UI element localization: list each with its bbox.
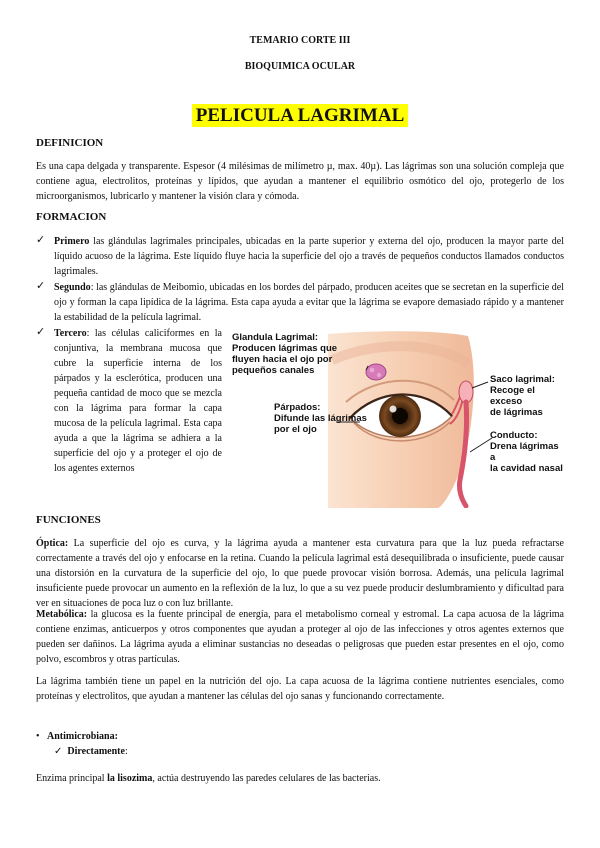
label-glandula-line: Glandula Lagrimal: — [232, 332, 319, 343]
enzima-post: , actúa destruyendo las paredes celulares de las bacterias. — [152, 773, 381, 784]
enzima-paragraph — [36, 771, 564, 786]
metabolica-term: Metabólica: — [36, 609, 88, 620]
label-glandula-line: fluyen hacia el ojo por — [232, 354, 333, 365]
check-icon: ✓ — [36, 234, 46, 246]
enzima-pre: Enzima principal — [36, 773, 108, 784]
label-parpados — [274, 402, 384, 435]
label-glandula — [232, 332, 362, 376]
directamente-colon: : — [124, 746, 128, 757]
formacion-item-term: Segundo — [54, 282, 91, 293]
label-saco — [490, 374, 566, 418]
formacion-item-tercero — [54, 326, 222, 476]
lacrimal-figure — [228, 330, 564, 508]
label-conducto — [490, 430, 566, 474]
label-parpados-line: Párpados: — [274, 402, 321, 413]
label-parpados-line: Difunde las lágrimas — [274, 413, 367, 424]
check-icon: ✓ — [36, 326, 46, 338]
metabolica-paragraph — [36, 607, 564, 667]
label-conducto-line: Conducto: — [490, 430, 538, 441]
funciones-heading: FUNCIONES — [36, 514, 101, 526]
formacion-item-text: las glándulas lagrimales principales, ubicadas en la parte superior y externa del ojo, producen la mayor parte del líquido acuoso de la lágrima. Este líquido fluye hacia la superficie del ojo a través de pequeños conductos llamados conductos lagrimales. — [54, 236, 564, 277]
label-glandula-line: pequeños canales — [232, 365, 315, 376]
directamente-label: Directamente — [67, 746, 125, 757]
optica-term: Óptica: — [36, 538, 69, 549]
formacion-heading: FORMACION — [36, 211, 107, 223]
header-line-1: TEMARIO CORTE III — [249, 35, 351, 46]
definicion-text: Es una capa delgada y transparente. Espesor (4 milésimas de milímetro µ, max. 40µ). Las lágrimas son una solución compleja que contiene agua, electrolitos, proteínas y lípidos, que ayudan a mantener el equilibrio osmótico del ojo, protegerlo de los microorganismos, lubricarlo y mantener la visión clara y cómoda. — [36, 161, 564, 202]
label-saco-line: Saco lagrimal: — [490, 374, 555, 385]
header-line-2: BIOQUIMICA OCULAR — [244, 61, 356, 72]
definicion-heading: DEFINICION — [36, 137, 104, 149]
bullet-dot-icon: • — [36, 731, 40, 742]
formacion-item-text: : las glándulas de Meibomio, ubicadas en los bordes del párpado, producen aceites que se secretan en la superficie del ojo y forman la capa lipídica de la lágrima. Esta capa ayuda a evitar que la lágrima se evapore demasiado rápido y a mantener la estabilidad de la película lagrimal. — [54, 282, 564, 323]
optica-paragraph — [36, 536, 564, 611]
label-conducto-line: la cavidad nasal — [490, 463, 563, 474]
optica-text: La superficie del ojo es curva, y la lágrima ayuda a mantener esta curvatura para que la luz pueda refractarse correctamente a través del ojo y enfocarse en la retina. Cuando la película lagrimal está desequilibrada o insuficiente, puede causar una distorsión en la curvatura de la superficie del ojo, lo que puede provocar visión borrosa. Además, una película lagrimal insuficiente puede provocar un aumento en la reflexión de la luz, lo que a su vez puede producir deslumbramiento y dificultad para ver en situaciones de poca luz o con luz brillante. — [36, 538, 564, 609]
directamente-item — [54, 744, 128, 759]
antimicrobiana-label: Antimicrobiana: — [47, 731, 118, 742]
title-wrap — [0, 104, 600, 127]
formacion-item-term: Tercero — [54, 328, 87, 339]
label-glandula-line: Producen lágrimas que — [232, 343, 338, 354]
label-parpados-line: por el ojo — [274, 424, 317, 435]
metabolica-text: la glucosa es la fuente principal de energía, para el metabolismo corneal y estromal. La capa acuosa de la lágrima contiene enzimas, anticuerpos y otros componentes que ayudan a proteger al ojo de las infecciones y otros agentes externos que pueden ser dañinos. La lágrima ayuda a eliminar sustancias no deseadas o peligrosas que pueden estar presentes en el ojo, como polvo, escombros y otras partículas. — [36, 609, 564, 665]
formacion-item-primero — [54, 234, 564, 279]
enzima-term: la lisozima — [107, 773, 153, 784]
label-saco-line: Recoge el exceso — [490, 385, 535, 407]
antimicrobiana-item — [36, 729, 118, 744]
page-title: PELICULA LAGRIMAL — [192, 104, 409, 127]
label-saco-line: de lágrimas — [490, 407, 543, 418]
check-icon: ✓ — [36, 280, 46, 292]
formacion-item-segundo — [54, 280, 564, 325]
formacion-item-term: Primero — [54, 236, 90, 247]
nutricion-paragraph: La lágrima también tiene un papel en la nutrición del ojo. La capa acuosa de la lágrima contiene nutrientes esenciales, como proteínas y electrolitos, que ayudan a mantener las células del ojo sanas y funcionando correctamente. — [36, 676, 564, 702]
formacion-item-text: : las células caliciformes en la conjuntiva, la membrana mucosa que cubre la superficie interna de los párpados y la esclerótica, producen una pequeña cantidad de moco que se mezcla con la lágrima para formar la capa mucosa de la película lagrimal. Esta capa ayuda a que la lágrima se adhiera a la superficie del ojo y a proteger el ojo de los agentes externos — [54, 328, 222, 474]
label-conducto-line: Drena lágrimas a — [490, 441, 559, 463]
check-icon: ✓ — [54, 746, 63, 757]
